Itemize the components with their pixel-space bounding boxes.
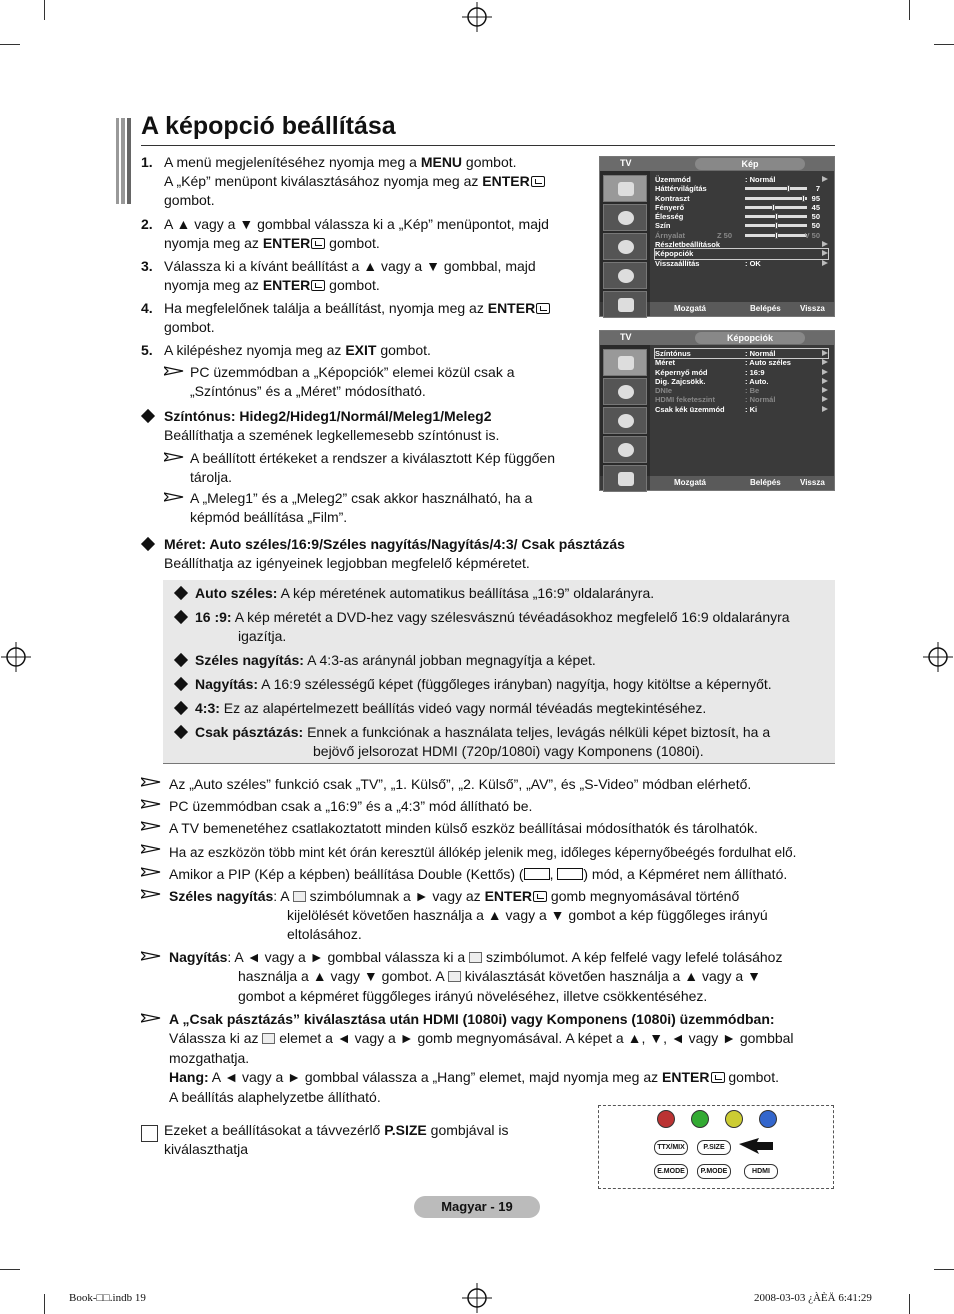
menu-row[interactable]: [655, 395, 828, 404]
menu-title: Kép: [695, 158, 805, 170]
channel-icon: [603, 233, 647, 260]
menu-row[interactable]: [655, 377, 828, 386]
menu-row-label: Fényerő: [655, 202, 685, 212]
print-info-left: Book-□□.indb 19: [69, 1292, 146, 1304]
menu-row-number: 50: [811, 212, 820, 222]
note-text: Amikor a PIP (Kép a képben) beállítása Double (Kettős) ( , ) mód, a Képméret nem állítható.: [169, 866, 788, 882]
menu-row[interactable]: [655, 405, 828, 414]
menu-row-value: : Normál: [745, 349, 776, 358]
step-number: 3.: [141, 258, 153, 274]
slider-knob[interactable]: [775, 232, 778, 239]
sound-icon: [603, 204, 647, 231]
menu-row-number: V 50: [804, 230, 820, 240]
crop-mark: [0, 44, 20, 45]
slider-knob[interactable]: [775, 222, 778, 229]
submenu-arrow-icon: [822, 260, 828, 266]
note-text: A TV bemenetéhez csatlakoztatott minden külső eszköz beállításai módosíthatók és tárolhatók.: [169, 820, 758, 836]
menu-row-slider[interactable]: [745, 215, 807, 218]
double-pip-icon: [524, 868, 550, 880]
menu-rows: [655, 175, 828, 268]
picture-icon: [603, 175, 647, 202]
step-number: 4.: [141, 300, 153, 316]
submenu-arrow-icon: [822, 406, 828, 412]
p-mode-button: P.MODE: [697, 1164, 731, 1179]
note-text: Nagyítás: A ◄ vagy a ► gombbal válassza ki a szimbólumot. A kép felfelé vagy lefelé tolásához: [169, 949, 783, 965]
double-pip-icon: [557, 868, 583, 880]
size-option: Csak pásztázás: Ennek a funkciónak a használata teljes, levágás nélküli képet biztosít, ha a: [195, 724, 771, 740]
step-2-line-1: A ▲ vagy a ▼ gombbal válassza ki a „Kép” menüpontot, majd: [164, 216, 549, 232]
menu-row-label: Képopciók: [655, 249, 694, 259]
note-arrow-icon: [164, 452, 184, 462]
menu-row-slider[interactable]: [745, 234, 807, 237]
menu-title: Képopciók: [695, 332, 805, 344]
menu-row-slider[interactable]: [745, 224, 807, 227]
step-number: 2.: [141, 216, 153, 232]
note-text: kijelölését követően használja a ▲ vagy a ▼ gombot a kép függőleges irányú: [287, 907, 768, 923]
note-text: Széles nagyítás: A szimbólumnak a ► vagy az ENTER gomb megnyomásával történő: [169, 888, 740, 904]
menu-row-number: 45: [811, 202, 820, 212]
step-5-line-1: A kilépéshez nyomja meg az EXIT gombot.: [164, 342, 431, 358]
step-1-line-2: A „Kép” menüpont kiválasztásához nyomja meg az ENTER: [164, 173, 545, 190]
step-2-line-2: nyomja meg az ENTER gombot.: [164, 235, 380, 251]
note-text: Válassza ki az elemet a ◄ vagy a ► gomb megnyomásával. A képet a ▲, ▼, ◄ vagy ► gombbal: [169, 1030, 794, 1046]
menu-row[interactable]: [655, 212, 828, 221]
bullet-diamond-icon: [141, 537, 155, 551]
note-text: „Színtónus” és a „Méret” módosítható.: [190, 383, 426, 399]
pointer-arrow-icon: [739, 1136, 775, 1162]
menu-row[interactable]: [655, 368, 828, 377]
note-arrow-icon: [141, 799, 161, 809]
menu-row[interactable]: [655, 203, 828, 212]
menu-sidebar: [600, 171, 650, 302]
submenu-arrow-icon: [822, 176, 828, 182]
crop-mark: [934, 44, 954, 45]
size-option: Széles nagyítás: A 4:3-as aránynál jobban megnagyítja a képet.: [195, 652, 596, 668]
menu-row-value: Z 50: [717, 230, 733, 240]
menu-row-label: Élesség: [655, 212, 684, 222]
note-arrow-icon: [141, 821, 161, 831]
menu-row[interactable]: [655, 175, 828, 184]
menu-row[interactable]: [655, 349, 828, 358]
menu-footer: [650, 476, 834, 490]
note-arrow-icon: [141, 867, 161, 877]
tv-menu-picture: [599, 156, 835, 317]
crop-mark: [44, 0, 45, 20]
input-icon: [603, 465, 647, 492]
menu-footer: [650, 302, 834, 316]
note-text: képmód beállítása „Film”.: [190, 509, 348, 525]
size-option: Nagyítás: A 16:9 szélességű képet (függőleges irányban) nagyítja, hogy kitöltse a képernyőt.: [195, 676, 772, 692]
input-icon: [603, 291, 647, 318]
step-3-line-1: Válassza ki a kívánt beállítást a ▲ vagy a ▼ gombbal, majd: [164, 258, 536, 274]
setup-icon: [603, 262, 647, 289]
enter-icon: [311, 238, 325, 249]
crop-mark: [909, 0, 910, 20]
menu-row-number: 50: [811, 221, 820, 231]
slider-knob[interactable]: [772, 204, 775, 211]
note-arrow-icon: [141, 951, 161, 961]
page-title: A képopció beállítása: [141, 112, 396, 140]
menu-row-number: 7: [815, 184, 820, 194]
menu-row[interactable]: [655, 386, 828, 395]
blue-button: [759, 1110, 777, 1128]
menu-row-label: Képernyő mód: [655, 367, 708, 377]
enter-hint: Belépés: [750, 478, 781, 487]
menu-row-label: Háttérvilágítás: [655, 184, 707, 194]
sound-icon: [603, 378, 647, 405]
menu-sidebar: [600, 345, 650, 476]
step-3-line-2: nyomja meg az ENTER gombot.: [164, 277, 380, 293]
slider-knob[interactable]: [802, 195, 805, 202]
menu-row-label: HDMI feketeszint: [655, 395, 716, 405]
crop-mark: [0, 1269, 20, 1270]
size-option: Auto széles: A kép méretének automatikus beállítása „16:9” oldalarányra.: [195, 585, 655, 601]
menu-row-label: Visszaállítás: [655, 258, 700, 268]
size-option-cont: bejövő jelsorozat HDMI (720p/1080i) vagy Komponens (1080i).: [313, 743, 704, 759]
menu-row-slider[interactable]: [745, 197, 807, 200]
crop-mark: [934, 1269, 954, 1270]
menu-row-value: : 16:9: [745, 367, 765, 377]
channel-icon: [603, 407, 647, 434]
e-mode-button: E.MODE: [654, 1164, 688, 1179]
menu-row-label: Árnyalat: [655, 230, 686, 240]
bullet-diamond-icon: [141, 409, 155, 423]
crop-mark: [909, 1294, 910, 1314]
enter-icon: [533, 891, 547, 902]
submenu-arrow-icon: [822, 359, 828, 365]
menu-row-value: : OK: [745, 258, 761, 268]
submenu-arrow-icon: [822, 369, 828, 375]
menu-row-label: DNIe: [655, 386, 673, 396]
enter-icon: [531, 176, 545, 187]
hand-tip-icon: [141, 1125, 158, 1142]
step-4-line-2: gombot.: [164, 319, 215, 335]
submenu-arrow-icon: [822, 250, 828, 256]
menu-row-label: Kontraszt: [655, 193, 690, 203]
note-arrow-icon: [141, 844, 161, 854]
note-text: Hang: A ◄ vagy a ► gombbal válassza a „Hang” elemet, majd nyomja meg az ENTER gombot.: [169, 1069, 779, 1085]
tv-label: TV: [620, 332, 632, 342]
section-desc: Beállíthatja a szemének legkellemesebb színtónust is.: [164, 427, 500, 443]
menu-row[interactable]: [655, 259, 828, 268]
menu-row-number: 95: [811, 193, 820, 203]
p-size-button: P.SIZE: [697, 1140, 731, 1155]
picture-icon: [603, 349, 647, 376]
green-button: [691, 1110, 709, 1128]
crop-mark: [44, 1294, 45, 1314]
menu-row-value: : Be: [745, 386, 760, 396]
step-1-line-1: A menü megjelenítéséhez nyomja meg a MENU gombot.: [164, 154, 517, 170]
note-text: használja a ▲ vagy ▼ gombot. A kiválasztását követően használja a ▲ vagy a ▼: [238, 968, 761, 984]
registration-mark-icon: [462, 1283, 492, 1313]
setup-icon: [603, 436, 647, 463]
menu-row[interactable]: [655, 249, 828, 258]
note-arrow-icon: [164, 366, 184, 376]
submenu-arrow-icon: [822, 387, 828, 393]
step-4-line-1: Ha megfelelőnek találja a beállítást, nyomja meg az ENTER: [164, 300, 550, 317]
slider-knob[interactable]: [787, 185, 790, 192]
menu-row[interactable]: [655, 358, 828, 367]
title-rule: [141, 145, 835, 146]
menu-row-value: : Normál: [745, 395, 776, 405]
menu-row-value: : Ki: [745, 404, 758, 414]
note-arrow-icon: [141, 777, 161, 787]
registration-mark-icon: [1, 642, 31, 672]
note-arrow-icon: [141, 889, 161, 899]
menu-row-value: : Auto.: [745, 376, 769, 386]
position-symbol-icon: [469, 952, 482, 963]
registration-mark-icon: [923, 642, 953, 672]
submenu-arrow-icon: [822, 396, 828, 402]
menu-row-label: Csak kék üzemmód: [655, 404, 725, 414]
note-text: mozgathatja.: [169, 1050, 250, 1066]
note-text: A beállított értékeket a rendszer a kiválasztott Kép függően: [190, 450, 555, 466]
note-text: gombot a képméret függőleges irányú növeléséhez, illetve csökkentéséhez.: [238, 988, 708, 1004]
position-symbol-icon: [262, 1033, 275, 1044]
back-hint: Vissza: [800, 304, 825, 313]
menu-row-slider[interactable]: [745, 187, 807, 190]
section-desc: Beállíthatja az igényeinek legjobban megfelelő képméretet.: [164, 555, 530, 571]
note-text: PC üzemmódban a „Képopciók” elemei közül csak a: [190, 364, 515, 380]
enter-hint: Belépés: [750, 304, 781, 313]
submenu-arrow-icon: [822, 378, 828, 384]
menu-row-label: Dig. Zajcsökk.: [655, 376, 706, 386]
slider-knob[interactable]: [775, 213, 778, 220]
note-text: Az „Auto széles” funkció csak „TV”, „1. Külső”, „2. Külső”, „AV”, és „S-Video” módban elérhető.: [169, 776, 752, 792]
note-text: eltolásához.: [287, 926, 362, 942]
size-symbol-icon: [448, 971, 461, 982]
size-option: 16 :9: A kép méretét a DVD-hez vagy szélesvásznú tévéadásokhoz megfelelő 16:9 oldalarányra: [195, 609, 790, 625]
menu-row[interactable]: [655, 231, 828, 240]
note-text: PC üzemmódban csak a „16:9” és a „4:3” mód állítható be.: [169, 798, 533, 814]
note-text: Ha az eszközön több mint két órán keresztül állókép jelenik meg, időleges képernyőbeégés fordulhat elő.: [169, 845, 797, 860]
ttx-mix-button: TTX/MIX: [654, 1140, 688, 1155]
remote-illustration: [598, 1105, 834, 1189]
menu-row-value: : Normál: [745, 175, 776, 184]
move-hint: Mozgatá: [674, 478, 706, 487]
menu-row-label: Szín: [655, 221, 671, 231]
red-button: [657, 1110, 675, 1128]
tv-menu-picture-options: [599, 330, 835, 491]
enter-icon: [536, 303, 550, 314]
note-text: tárolja.: [190, 469, 233, 485]
position-symbol-icon: [293, 891, 306, 902]
menu-row[interactable]: [655, 184, 828, 193]
menu-row[interactable]: [655, 221, 828, 230]
menu-row-label: Részletbeállítások: [655, 240, 721, 250]
menu-row-value: : Auto széles: [745, 358, 791, 368]
enter-icon: [711, 1072, 725, 1083]
print-info-right: 2008-03-03 ¿ÀÈÄ 6:41:29: [754, 1292, 872, 1304]
step-number: 1.: [141, 154, 153, 170]
yellow-button: [725, 1110, 743, 1128]
tv-label: TV: [620, 158, 632, 168]
menu-row[interactable]: [655, 240, 828, 249]
note-text: A beállítás alaphelyzetbe állítható.: [169, 1089, 381, 1105]
note-arrow-icon: [164, 492, 184, 502]
menu-rows: [655, 349, 828, 414]
section-heading-szintonus: Színtónus: Hideg2/Hideg1/Normál/Meleg1/Meleg2: [164, 408, 492, 424]
section-heading-meret: Méret: Auto széles/16:9/Széles nagyítás/Nagyítás/4:3/ Csak pásztázás: [164, 536, 625, 552]
move-hint: Mozgatá: [674, 304, 706, 313]
size-option-cont: igazítja.: [238, 628, 287, 644]
submenu-arrow-icon: [822, 350, 828, 356]
hdmi-button: HDMI: [744, 1164, 778, 1179]
note-text: A „Csak pásztázás” kiválasztása után HDMI (1080i) vagy Komponens (1080i) üzemmódban:: [169, 1011, 775, 1027]
note-arrow-icon: [141, 1013, 161, 1023]
menu-row-label: Színtónus: [655, 349, 691, 358]
size-option: 4:3: Ez az alapértelmezett beállítás videó vagy normál tévéadás megtekintéséhez.: [195, 700, 707, 716]
menu-row-label: Méret: [655, 358, 676, 368]
menu-row-label: Üzemmód: [655, 175, 691, 184]
back-hint: Vissza: [800, 478, 825, 487]
menu-row-slider[interactable]: [745, 206, 807, 209]
tip-text: Ezeket a beállításokat a távvezérlő P.SIZE gombjával is: [164, 1122, 509, 1138]
registration-mark-icon: [462, 2, 492, 32]
menu-row[interactable]: [655, 194, 828, 203]
enter-icon: [311, 280, 325, 291]
tip-text: kiválaszthatja: [164, 1141, 249, 1157]
submenu-arrow-icon: [822, 241, 828, 247]
step-1-line-3: gombot.: [164, 192, 215, 208]
note-text: A „Meleg1” és a „Meleg2” csak akkor használható, ha a: [190, 490, 533, 506]
step-number: 5.: [141, 342, 153, 358]
page-number: Magyar - 19: [414, 1196, 540, 1218]
